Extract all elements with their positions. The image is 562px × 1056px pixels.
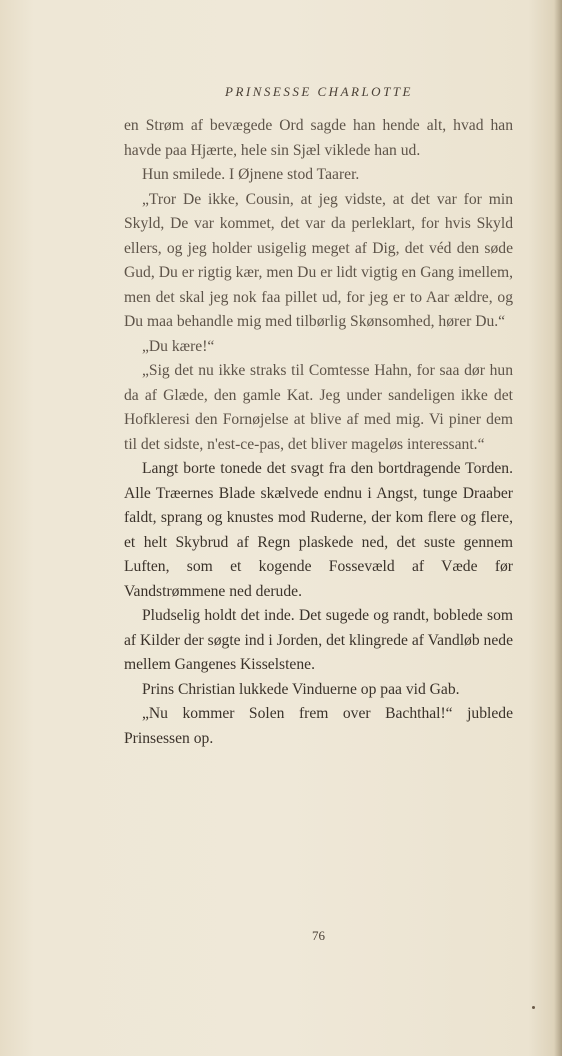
running-head: PRINSESSE CHARLOTTE — [225, 84, 413, 99]
paragraph-7: Pludselig holdt det inde. Det sugede og randt, boblede som af Kilder der søgte ind i Jorden, det klingrede af Vandløb nede mellem Gangenes Kisselstene. — [124, 607, 513, 673]
page-number: 76 — [312, 928, 325, 943]
paragraph-4: „Du kære!“ — [142, 337, 215, 355]
paragraph-8: Prins Christian lukkede Vinduerne op paa vid Gab. — [142, 680, 460, 698]
paragraph-6: Langt borte tonede det svagt fra den bortdragende Torden. Alle Træernes Blade skælvede endnu i Angst, tunge Draaber faldt, sprang og knustes mod Ruderne, der kom flere og flere, et helt Skybrud af Regn plaskede ned, det suste gennem Luften, som et kogende Fossevæld af Væde før Vandstrømmene ned derude. — [124, 460, 513, 600]
paragraph-3: „Tror De ikke, Cousin, at jeg vidste, at det var for min Skyld, De var kommet, det var da perleklart, for hvis Skyld ellers, og jeg holder usigelig meget af Dig, det véd den søde Gud, Du er rigtig kær, men Du er lidt vigtig en Gang imellem, men det skal jeg nok faa pillet ud, for jeg er to Aar ældre, og Du maa behandle mig med tilbørlig Skønsomhed, hører Du.“ — [124, 190, 513, 330]
paragraph-1: en Strøm af bevægede Ord sagde han hende alt, hvad han havde paa Hjærte, hele sin Sjæl viklede han ud. — [124, 117, 513, 159]
paragraph-5: „Sig det nu ikke straks til Comtesse Hahn, for saa dør hun da af Glæde, den gamle Kat. Jeg under sandeligen ikke det Hofkleresi den Fornøjelse at blive af med mig. Vi piner dem til det sidste, n'est-ce-pas, det bliver mageløs interessant.“ — [124, 362, 513, 453]
paragraph-2: Hun smilede. I Øjnene stod Taarer. — [142, 166, 360, 183]
ink-speck — [532, 1006, 535, 1009]
page-edge-shadow — [554, 0, 562, 1056]
paragraph-9: „Nu kommer Solen frem over Bachthal!“ jublede Prinsessen op. — [124, 705, 513, 747]
body-text — [124, 114, 513, 751]
